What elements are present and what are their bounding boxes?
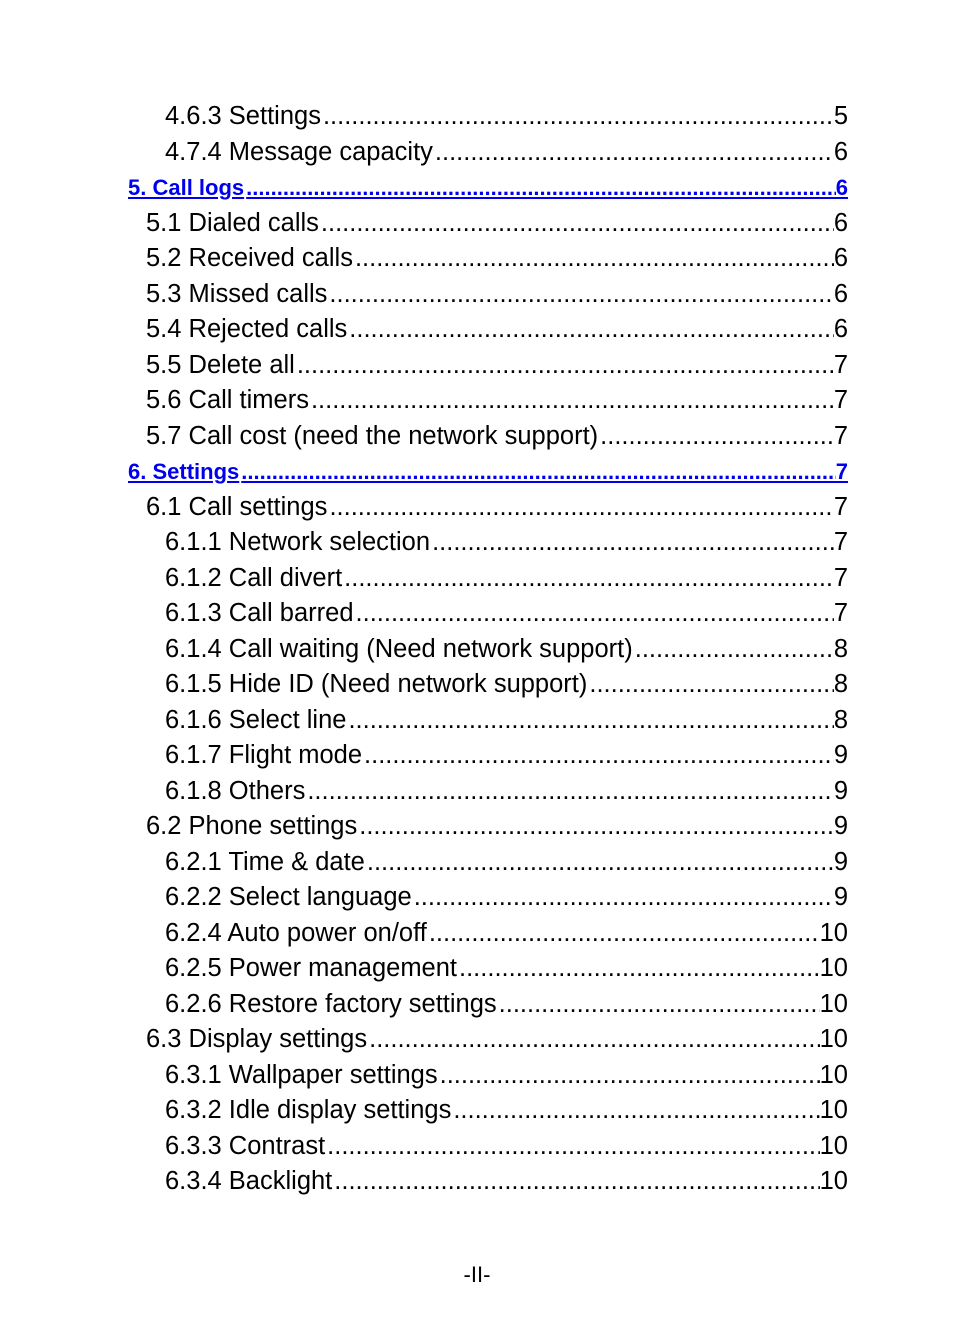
- toc-page-number: 10: [819, 1167, 848, 1195]
- toc-dot-leader: [365, 845, 834, 881]
- toc-entry-title: 6.3.2 Idle display settings: [165, 1096, 452, 1124]
- toc-entry-title: 5.4 Rejected calls: [146, 315, 348, 343]
- toc-entry-title: 5.1 Dialed calls: [146, 208, 319, 237]
- toc-page-number: 8: [833, 634, 848, 663]
- toc-page-number: 6: [833, 315, 848, 343]
- toc-entry-title: 6.1 Call settings: [146, 492, 328, 521]
- toc-entry-title: 6.3.4 Backlight: [165, 1167, 333, 1195]
- toc-entry: [0, 241, 848, 277]
- toc-page-number: 6: [833, 208, 848, 237]
- toc-entry: [0, 916, 848, 952]
- toc-dot-leader: [305, 774, 833, 810]
- table-of-contents: [0, 99, 954, 1200]
- toc-dot-leader: [342, 561, 834, 597]
- toc-entry: [0, 99, 848, 135]
- toc-entry-title: 6.2.1 Time & date: [165, 847, 365, 876]
- toc-entry-title: 6.2.2 Select language: [165, 883, 412, 911]
- toc-page-number: 7: [833, 528, 848, 556]
- toc-entry: [0, 525, 848, 561]
- toc-entry: [0, 419, 848, 455]
- toc-dot-leader: [295, 348, 834, 384]
- toc-page-number: 6: [833, 279, 848, 308]
- toc-entry: [0, 1058, 848, 1094]
- toc-dot-leader: [325, 1129, 819, 1165]
- toc-dot-leader: [412, 880, 834, 916]
- toc-page-number: 9: [833, 776, 848, 805]
- toc-page-number: 10: [819, 989, 848, 1018]
- toc-entry-title: 5.5 Delete all: [146, 350, 295, 379]
- toc-page-number: 6: [833, 137, 848, 166]
- toc-entry-title: 6.1.5 Hide ID (Need network support): [165, 670, 588, 698]
- toc-page-number: 7: [833, 386, 848, 414]
- toc-page-number: 10: [819, 918, 848, 947]
- toc-entry-title: 4.7.4 Message capacity: [165, 137, 433, 166]
- toc-chapter-link[interactable]: [0, 454, 848, 490]
- toc-entry-title: 4.6.3 Settings: [165, 102, 321, 130]
- toc-page-number: 7: [833, 563, 848, 592]
- toc-entry: [0, 667, 848, 703]
- toc-entry: [0, 951, 848, 987]
- toc-page-number: 10: [819, 1060, 848, 1089]
- toc-entry: [0, 809, 848, 845]
- toc-dot-leader: [433, 135, 834, 171]
- toc-page-number: 6: [835, 175, 848, 200]
- toc-entry: [0, 277, 848, 313]
- toc-dot-leader: [457, 951, 820, 987]
- toc-page-number: 8: [833, 670, 848, 698]
- toc-entry-title: 6. Settings: [128, 459, 240, 484]
- toc-dot-leader: [598, 419, 834, 455]
- toc-entry: [0, 561, 848, 597]
- toc-dot-leader: [321, 99, 834, 135]
- toc-entry: [0, 1129, 848, 1165]
- toc-entry: [0, 490, 848, 526]
- toc-dot-leader: [327, 490, 833, 526]
- toc-page-number: 7: [833, 599, 848, 627]
- toc-entry-title: 5.7 Call cost (need the network support): [146, 421, 599, 450]
- toc-page-number: 10: [819, 1096, 848, 1124]
- toc-page-number: 10: [819, 1025, 848, 1053]
- toc-dot-leader: [497, 987, 820, 1023]
- toc-dot-leader: [357, 809, 834, 845]
- toc-dot-leader: [430, 525, 834, 561]
- toc-page-number: 7: [835, 459, 848, 484]
- toc-entry-title: 6.2.6 Restore factory settings: [165, 989, 497, 1018]
- toc-entry: [0, 703, 848, 739]
- toc-page-number: 9: [833, 847, 848, 876]
- toc-entry-title: 6.1.1 Network selection: [165, 528, 431, 556]
- toc-entry-title: 6.1.8 Others: [165, 776, 306, 805]
- toc-dot-leader: [332, 1164, 819, 1200]
- toc-entry-title: 6.2 Phone settings: [146, 812, 358, 840]
- toc-entry: [0, 987, 848, 1023]
- toc-entry-title: 6.1.6 Select line: [165, 705, 347, 734]
- toc-page-number: 7: [833, 421, 848, 450]
- toc-entry-title: 6.1.4 Call waiting (Need network support): [165, 634, 633, 663]
- toc-dot-leader: [427, 916, 820, 952]
- toc-dot-leader: [346, 703, 833, 739]
- toc-dot-leader: [362, 738, 834, 774]
- toc-page-number: 6: [833, 244, 848, 272]
- toc-entry-title: 5. Call logs: [128, 175, 245, 200]
- toc-page-number: 7: [833, 350, 848, 379]
- toc-entry-title: 6.3 Display settings: [146, 1025, 368, 1053]
- toc-dot-leader: [353, 241, 834, 277]
- toc-dot-leader: [367, 1022, 820, 1058]
- toc-page-number: 10: [819, 954, 848, 982]
- toc-entry: [0, 632, 848, 668]
- toc-entry: [0, 1093, 848, 1129]
- toc-page-number: 5: [833, 102, 848, 130]
- toc-dot-leader: [319, 206, 834, 242]
- toc-entry-title: 6.3.1 Wallpaper settings: [165, 1060, 438, 1089]
- toc-entry: [0, 1022, 848, 1058]
- toc-page-number: 9: [833, 812, 848, 840]
- toc-entry-title: 6.1.7 Flight mode: [165, 741, 363, 769]
- toc-dot-leader: [239, 454, 836, 490]
- toc-dot-leader: [633, 632, 834, 668]
- toc-entry: [0, 312, 848, 348]
- toc-chapter-link[interactable]: [0, 170, 848, 206]
- toc-dot-leader: [347, 312, 834, 348]
- toc-entry-title: 6.3.3 Contrast: [165, 1131, 326, 1160]
- toc-dot-leader: [244, 170, 836, 206]
- toc-entry-title: 6.2.5 Power management: [165, 954, 458, 982]
- toc-dot-leader: [327, 277, 833, 313]
- toc-dot-leader: [451, 1093, 819, 1129]
- toc-entry-title: 5.2 Received calls: [146, 244, 353, 272]
- toc-entry-title: 6.1.3 Call barred: [165, 599, 354, 627]
- toc-entry: [0, 348, 848, 384]
- toc-entry: [0, 135, 848, 171]
- toc-entry: [0, 738, 848, 774]
- toc-entry-title: 5.3 Missed calls: [146, 279, 328, 308]
- toc-entry-title: 5.6 Call timers: [146, 386, 309, 414]
- toc-entry: [0, 845, 848, 881]
- toc-entry-title: 6.2.4 Auto power on/off: [165, 918, 427, 947]
- toc-dot-leader: [587, 667, 833, 703]
- toc-page-number: 9: [833, 883, 848, 911]
- toc-entry: [0, 880, 848, 916]
- toc-entry: [0, 774, 848, 810]
- toc-entry: [0, 1164, 848, 1200]
- toc-entry: [0, 596, 848, 632]
- toc-entry-title: 6.1.2 Call divert: [165, 563, 343, 592]
- toc-page-number: 7: [833, 492, 848, 521]
- toc-dot-leader: [354, 596, 834, 632]
- toc-dot-leader: [309, 383, 834, 419]
- page-number-footer: -II-: [463, 1262, 491, 1287]
- toc-dot-leader: [438, 1058, 820, 1094]
- toc-page-number: 9: [833, 741, 848, 769]
- toc-entry: [0, 206, 848, 242]
- toc-page-number: 10: [819, 1131, 848, 1160]
- toc-entry: [0, 383, 848, 419]
- toc-page-number: 8: [833, 705, 848, 734]
